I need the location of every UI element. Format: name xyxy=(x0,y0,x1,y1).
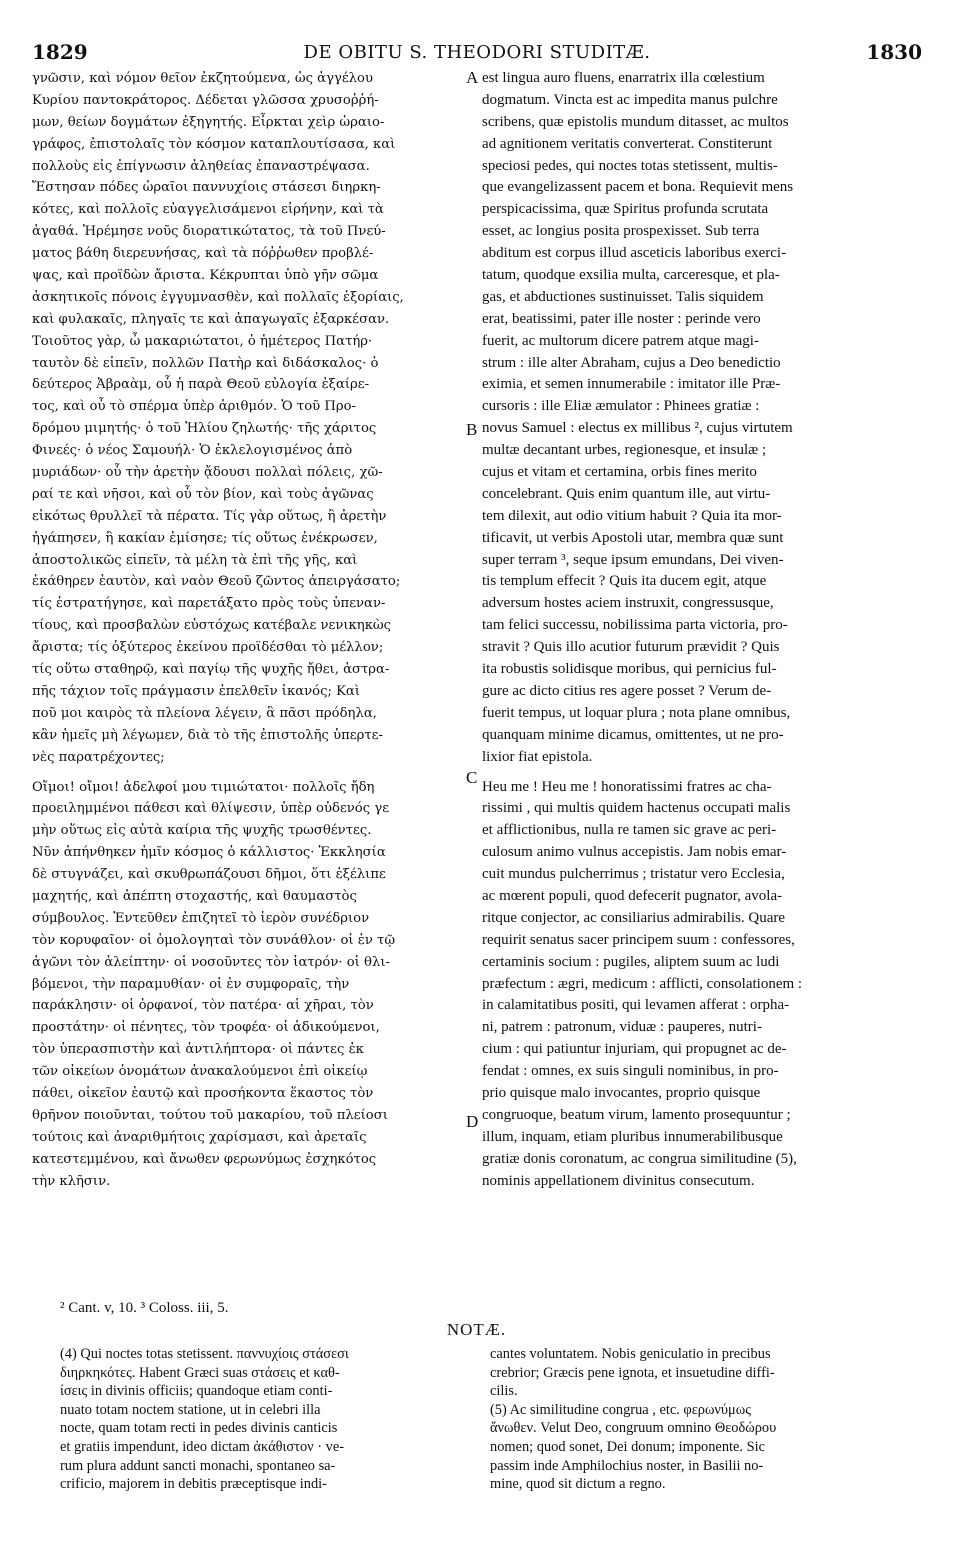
text-line: nuato totam noctem statione, ut in celebri illa xyxy=(60,1401,321,1418)
text-line xyxy=(32,769,464,777)
text-line: fendat : omnes, ex suis singuli nominibus, in pro- xyxy=(482,1063,779,1080)
text-line: tificavit, ut verbis Apostoli utar, membra quæ sunt xyxy=(482,529,784,546)
text-line: Φινεές· ὁ νέος Σαμουήλ· Ὁ ἐκλελογισμένος ἀπὸ xyxy=(32,443,353,459)
text-line: δεύτερος Ἀβραὰμ, οὗ ἡ παρὰ Θεοῦ εὐλογία ἐξαίρε- xyxy=(32,377,370,393)
text-line: ad agnitionem veritatis converterat. Constiterunt xyxy=(482,135,773,152)
text-line: ἄριστα; τίς ὀξύτερος ἐκείνου προϊδέσθαι τὸ μέλλον; xyxy=(32,640,384,656)
text-line: ποῦ μοι καιρὸς τὰ πλείονα λέγειν, ἃ πᾶσι πρόδηλα, xyxy=(32,705,377,721)
text-line: adversum hostes aciem instruxit, congressusque, xyxy=(482,595,774,612)
running-title: DE OBITU S. THEODORI STUDITÆ. xyxy=(303,42,651,63)
text-line: abditum est corpus illud asceticis laboribus exerci- xyxy=(482,245,787,262)
text-line: ἐκάθηρεν ἑαυτὸν, καὶ ναὸν Θεοῦ ζῶντος ἀπειργάσατο; xyxy=(32,574,401,590)
text-line: (5) Ac similitudine congrua , etc. φερωνύμως xyxy=(490,1401,751,1418)
text-line: Heu me ! Heu me ! honoratissimi fratres ac cha- xyxy=(482,778,772,795)
text-line: δὲ στυγνάζει, καὶ σκυθρωπάζουσι δῆμοι, ὅτι ἐξέλιπε xyxy=(32,867,386,883)
text-line: culosum animo vulnus accepistis. Jam nobis emar- xyxy=(482,844,787,861)
text-line: γράφος, ἐπιστολαῖς τὸν κόσμον καταπλουτίσασα, καὶ xyxy=(32,136,396,152)
text-line: τὴν κλῆσιν. xyxy=(32,1173,111,1189)
text-line: πῆς τάχιον τοῖς πράγμασιν ἐπελθεῖν ἱκανός; Καὶ xyxy=(32,683,361,699)
text-line: perspicacissima, quæ Spiritus profunda scrutata xyxy=(482,201,769,218)
text-line: ταυτὸν δὲ εἰπεῖν, πολλῶν Πατὴρ καὶ διδάσκαλος· ὁ xyxy=(32,355,379,371)
text-line: ni, patrem : patronum, viduæ : pauperes, nutri- xyxy=(482,1019,762,1036)
text-line: cantes voluntatem. Nobis geniculatio in precibus xyxy=(490,1346,771,1362)
left-column-number: 1829 xyxy=(32,40,88,64)
text-line: tem dilexit, aut odio vitium habuit ? Quia ita mor- xyxy=(482,507,782,524)
text-line: ἀσκητικοῖς πόνοις ἐγγυμνασθὲν, καὶ πολλαῖς ἐξορίαις, xyxy=(32,289,404,305)
text-line: κἂν ἡμεῖς μὴ λέγωμεν, διὰ τὸ τῆς ἐπιστολῆς ὑπερτε- xyxy=(32,727,383,743)
text-line: stravit ? Quis illo acutior futurum prævidit ? Quis xyxy=(482,639,780,656)
text-line: congruoque, beatum virum, lamento prosequuntur ; xyxy=(482,1106,791,1123)
notae-heading: NOTÆ. xyxy=(446,1320,507,1339)
text-line: εἰκότως θρυλλεῖ τὰ πέρατα. Τίς γὰρ οὕτως, ἢ ἀρετὴν xyxy=(32,508,387,524)
text-line: novus Samuel : electus ex millibus ², cujus virtutem xyxy=(482,420,793,437)
text-line: τούτοις καὶ ἀναριθμήτοις χαρίσμασι, καὶ ἀρεταῖς xyxy=(32,1129,367,1145)
text-line: nominis appellationem divinitus consecutum. xyxy=(482,1172,755,1189)
text-line: super terram ³, seque ipsum emundans, Dei viven- xyxy=(482,551,784,568)
notes-left-column xyxy=(60,1345,465,1494)
text-line: crificio, majorem in debitis præceptisque indi- xyxy=(60,1476,327,1493)
text-line: ritque conjector, ac consiliarius admirabilis. Quare xyxy=(482,909,786,926)
text-line: erat, beatissimi, pater ille noster : perinde vero xyxy=(482,310,761,327)
text-line: πολλοὺς εἰς ἐπίγνωσιν ἀληθείας ἐπαναστρέψασα. xyxy=(32,158,370,174)
margin-marker-c: C xyxy=(466,768,478,787)
margin-marker-d: D xyxy=(466,1112,479,1131)
text-line: μων, θείων δογμάτων ἐξηγητής. Εἶρκται χεὶρ ὡραιο- xyxy=(32,114,385,130)
text-line: Κυρίου παντοκράτορος. Δέδεται γλῶσσα χρυσοῤῥή- xyxy=(32,92,379,108)
text-line: cilis. xyxy=(490,1383,518,1400)
text-line: multæ decantant urbes, regionesque, et insulæ ; xyxy=(482,442,767,459)
text-line: que evangelizassent pacem et bona. Requievit mens xyxy=(482,179,794,196)
text-line: Νῦν ἀπήνθηκεν ἡμῖν κόσμος ὁ κάλλιστος· Ἐκκλησία xyxy=(32,845,386,861)
greek-text-column xyxy=(32,68,464,1192)
text-line: mine, quod sit dictum a regno. xyxy=(490,1476,666,1493)
margin-marker-b: B xyxy=(466,420,478,439)
text-line: μὴν οὕτως εἰς αὐτὰ καίρια τῆς ψυχῆς τρωσθέντες. xyxy=(32,823,372,839)
text-line: tis templum effecit ? Quis ita ducem egit, atque xyxy=(482,573,767,590)
text-line: et afflictionibus, nulla re tamen sic grave ac peri- xyxy=(482,822,777,839)
text-line: ἀγαθά. Ἠρέμησε νοῦς διορατικώτατος, τὰ τοῦ Πνεύ- xyxy=(32,224,386,240)
text-line: τὸν ὑπερασπιστὴν καὶ ἀντιλήπτορα· οἱ πάντες ἐκ xyxy=(32,1042,364,1058)
text-line: θρῆνον ποιοῦνται, τούτου τοῦ μακαρίου, τοῦ πλείοσι xyxy=(32,1107,388,1123)
latin-text-column xyxy=(482,68,922,1192)
text-line: illum, inquam, etiam pluribus innumerabilibusque xyxy=(482,1128,783,1145)
text-line: ἀγῶνι τὸν ἀλείπτην· οἱ νοσοῦντες τὸν ἰατρόν· οἱ θλι- xyxy=(32,954,390,970)
text-line: eximia, et semen innumerabile : imitator ille Præ- xyxy=(482,376,781,393)
text-line: νὲς παρατρέχοντες; xyxy=(32,749,165,765)
text-line: σύμβουλος. Ἐντεῦθεν ἐπιζητεῖ τὸ ἱερὸν συνέδριον xyxy=(32,910,370,926)
text-line: requirit senatus sacer principem suum : confessores, xyxy=(482,931,795,948)
text-line: concelebrant. Quis enim quantum ille, aut virtu- xyxy=(482,485,771,502)
text-line: cium : qui patiuntur injuriam, qui propugnet ac de- xyxy=(482,1041,787,1058)
text-line: cujus et vitam et certamina, orbis fines merito xyxy=(482,464,757,481)
text-line: προειλημμένοι πάθεσι καὶ θλίψεσιν, ὑπὲρ οὐδενός γε xyxy=(32,801,390,817)
text-line: certaminis socium : pugiles, aliptem suum ac ludi xyxy=(482,953,780,970)
text-line: κατεστεμμένου, καὶ ἄνωθεν φερωνύμως ἐσχηκότος xyxy=(32,1151,377,1167)
text-line: Οἴμοι! οἴμοι! ἀδελφοί μου τιμιώτατοι· πολλοῖς ἤδη xyxy=(32,779,375,795)
text-line: dogmatum. Vincta est ac impedita manus pulchre xyxy=(482,91,778,108)
text-line: prio quisque malo invocantes, proprio quisque xyxy=(482,1084,761,1101)
notes-right-column xyxy=(490,1345,910,1494)
text-line: et gratiis impendunt, ideo dictam ἀκάθιστον · ve- xyxy=(60,1438,345,1455)
text-line: tam felici successu, nobilissima parta victoria, pro- xyxy=(482,617,788,634)
text-line: καὶ φυλακαῖς, πληγαῖς τε καὶ ἀπαγωγαῖς ἐξαρκέσαν. xyxy=(32,311,390,327)
text-line: crebrior; Græcis pene ignota, et insuetudine diffi- xyxy=(490,1364,775,1381)
text-line: τὸν κορυφαῖον· οἱ ὁμολογηταὶ τὸν συνάθλον· οἱ ἐν τῷ xyxy=(32,932,396,948)
text-line: speciosi pedes, qui noctes totas stetissent, multis- xyxy=(482,157,778,174)
text-line: in calamitatibus positi, qui levamen afferat : orpha- xyxy=(482,997,790,1014)
text-line: (4) Qui noctes totas stetissent. παννυχίοις στάσεσι xyxy=(60,1346,349,1362)
right-column-number: 1830 xyxy=(866,40,922,64)
text-line: fuerit, ac multorum dicere patrem atque magi- xyxy=(482,332,759,349)
text-line: προστάτην· οἱ πένητες, τὸν τροφέα· οἱ ἀδικούμενοι, xyxy=(32,1020,380,1036)
text-line: τίς οὕτω σταθηρῷ, καὶ παγίῳ τῆς ψυχῆς ἤθει, ἀστρα- xyxy=(32,662,390,678)
text-line: μυριάδων· οὗ τὴν ἀρετὴν ᾄδουσι πολλαὶ πόλεις, χῶ- xyxy=(32,465,383,481)
text-line: rum plura addunt sancti monachi, spontaneo sa- xyxy=(60,1457,336,1474)
text-line: lixior fiat epistola. xyxy=(482,748,593,765)
text-line: πάθει, οἰκεῖον ἑαυτῷ καὶ προσήκοντα ἕκαστος τὸν xyxy=(32,1085,374,1101)
text-line: ματος βάθη διερευνήσας, καὶ τὰ πόῤῥωθεν προβλέ- xyxy=(32,246,374,262)
text-line: τῶν οἰκείων ὀνομάτων ἀνακαλούμενοι ἐπὶ οἰκείῳ xyxy=(32,1064,368,1080)
text-line: ἀποστολικῶς εἰπεῖν, τὰ μέλη τὰ ἐπὶ τῆς γῆς, καὶ xyxy=(32,552,358,568)
text-line: δρόμου μιμητής· ὁ τοῦ Ἠλίου ζηλωτής· τῆς χάριτος xyxy=(32,421,377,437)
text-line: ac mœrent populi, quod defecerit pugnator, avola- xyxy=(482,887,783,904)
text-line: gure ac dicto citius res agere posset ? Verum de- xyxy=(482,682,772,699)
text-line: γνῶσιν, καὶ νόμον θεῖον ἐκζητούμενα, ὡς ἀγγέλου xyxy=(32,71,373,86)
text-line: ραί τε καὶ νῆσοι, καὶ οὗ τὸν βίον, καὶ τοὺς ἀγῶνας xyxy=(32,486,374,502)
text-line: Τοιοῦτος γὰρ, ὦ μακαριώτατοι, ὁ ἡμέτερος Πατήρ· xyxy=(32,333,373,349)
text-line: passim inde Amphilochius noster, in Basilii no- xyxy=(490,1457,764,1474)
text-line: cursoris : ille Eliæ æmulator : Phinees gratiæ : xyxy=(482,398,760,415)
text-line: ita robustis solidisque moribus, qui pernicius ful- xyxy=(482,661,777,678)
text-line: nocte, quam totam recti in pedes divinis canticis xyxy=(60,1420,338,1437)
text-line: τος, καὶ οὗ τὸ σπέρμα ὑπὲρ ἀριθμόν. Ὁ τοῦ Προ- xyxy=(32,399,357,415)
text-line: ἠγάπησεν, ἢ κακίαν ἐμίσησε; τίς οὕτως ἐνέκρωσεν, xyxy=(32,530,378,546)
text-line: παράκλησιν· οἱ ὀρφανοί, τὸν πατέρα· αἱ χῆραι, τὸν xyxy=(32,998,374,1014)
text-line: est lingua auro fluens, enarratrix illa cœlestium xyxy=(482,70,765,86)
footnote: ² Cant. v, 10. ³ Coloss. iii, 5. xyxy=(60,1300,229,1316)
text-line: rissimi , qui multis quidem hactenus occupati malis xyxy=(482,800,791,817)
text-line: κότες, καὶ πολλοῖς εὐαγγελισάμενοι εἰρήνην, καὶ τὰ xyxy=(32,202,384,218)
text-line: gas, et abductiones sustinuisset. Talis siquidem xyxy=(482,288,764,305)
text-line: ψας, καὶ προϊδὼν ἄριστα. Κέκρυπται ὑπὸ γῆν σῶμα xyxy=(32,268,379,284)
text-line: cuit mundus pulcherrimus ; tristatur vero Ecclesia, xyxy=(482,866,785,883)
text-line: Ἔστησαν πόδες ὡραῖοι παννυχίοις στάσεσι διηρκη- xyxy=(32,180,381,196)
text-line: scribens, quæ epistolis mundum ditasset, ac multos xyxy=(482,113,789,130)
text-line: βόμενοι, τὴν παραμυθίαν· οἱ ἐν συμφοραῖς, τὴν xyxy=(32,976,350,992)
text-line: μαχητής, καὶ ἀπέπτη στοχαστής, καὶ θαυμαστὸς xyxy=(32,888,357,904)
text-line xyxy=(482,769,922,777)
text-line: tatum, quodque exsilia multa, carceresque, et pla- xyxy=(482,267,780,284)
text-line: nomen; quod sonet, Dei donum; imponente. Sic xyxy=(490,1438,765,1455)
text-line: gratiæ donis coronatum, ac congrua similitudine (5), xyxy=(482,1150,797,1167)
text-line: esset, ac longius posita prospexisset. Sub terra xyxy=(482,223,760,240)
text-line: præfectum : ægri, medicum : afflicti, consolationem : xyxy=(482,975,803,992)
text-line: ίσεις in divinis officiis; quandoque etiam conti- xyxy=(60,1383,333,1400)
text-line: fuerit tempus, ut loquar plura ; nota plane omnibus, xyxy=(482,704,791,721)
margin-marker-a: A xyxy=(466,68,479,87)
text-line: quanquam minime dicamus, omittentes, ut ne pro- xyxy=(482,726,784,743)
text-line: strum : ille alter Abraham, cujus a Deo benedictio xyxy=(482,354,781,371)
text-line: διηρκηκότες. Habent Græci suas στάσεις et καθ- xyxy=(60,1364,340,1381)
page-header xyxy=(32,40,922,70)
text-line: τίους, καὶ προσβαλὼν εὐστόχως κατέβαλε νενικηκὼς xyxy=(32,618,392,634)
text-line: ἄνωθεν. Velut Deo, congruum omnino Θεοδώρου xyxy=(490,1420,777,1437)
text-line: τίς ἐστρατήγησε, καὶ παρετάξατο πρὸς τοὺς ὑπεναν- xyxy=(32,596,386,612)
